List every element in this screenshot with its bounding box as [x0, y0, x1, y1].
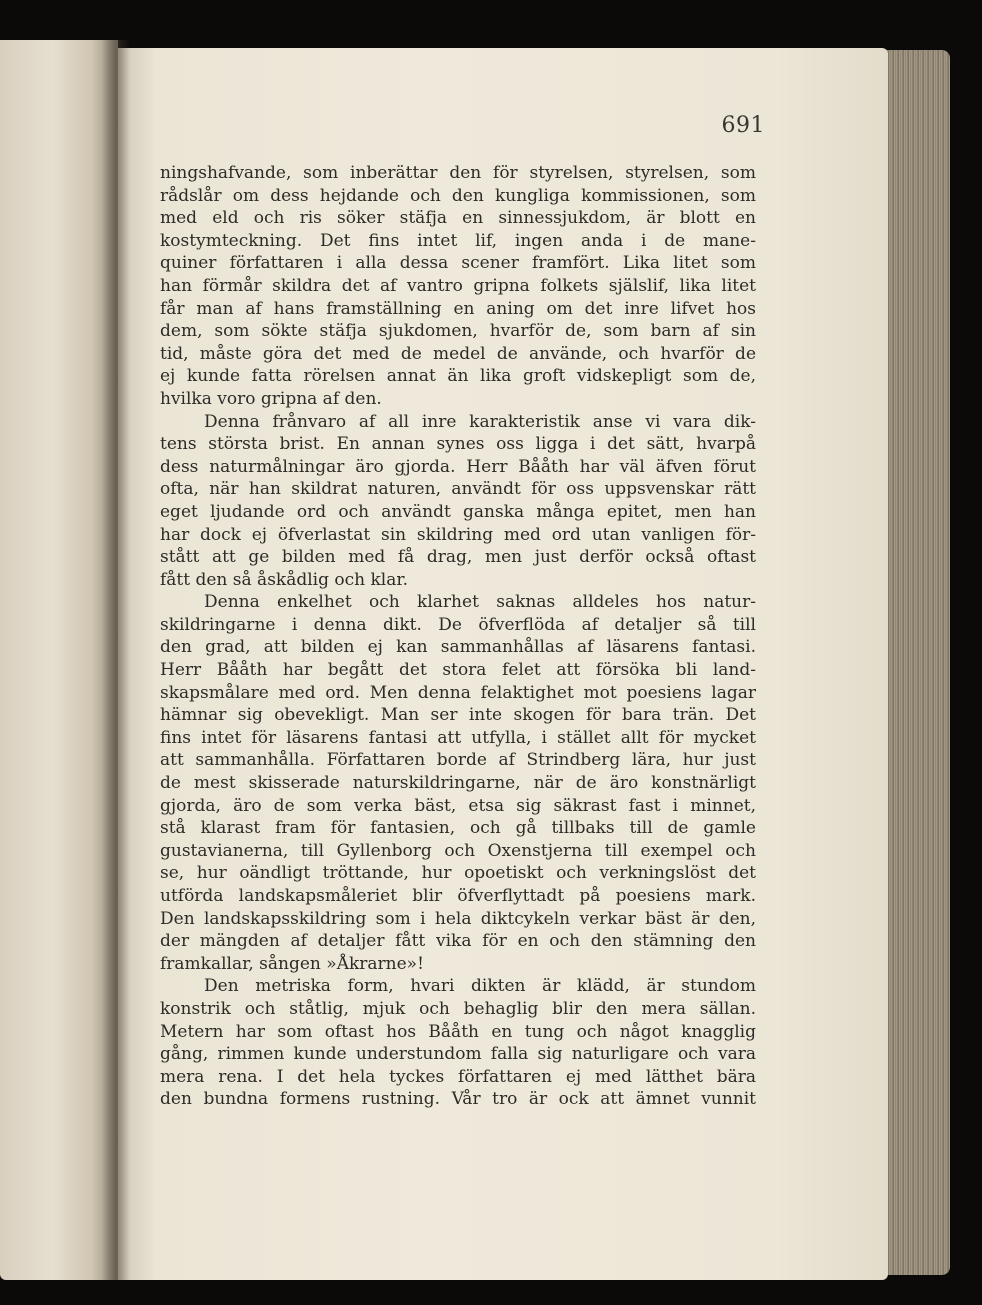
text-line: har dock ej öfverlastat sin skildring med ord utan vanligen för-	[160, 524, 756, 545]
page-block-edges	[880, 50, 950, 1275]
text-line: gjorda, äro de som verka bäst, etsa sig säkrast fast i minnet,	[160, 795, 756, 816]
text-line: Metern har som oftast hos Bååth en tung och något knagglig	[160, 1021, 756, 1042]
text-line: Denna frånvaro af all inre karakteristik anse vi vara dik-	[204, 411, 756, 432]
left-page-edge	[0, 40, 118, 1280]
text-line: de mest skisserade naturskildringarne, när de äro konstnärligt	[160, 773, 756, 794]
text-line: rådslår om dess hejdande och den kungliga kommissionen, som	[160, 185, 756, 206]
body-text	[160, 162, 756, 1111]
text-line: dem, som sökte stäfja sjukdomen, hvarför de, som barn af sin	[160, 321, 756, 342]
text-line: stå klarast fram för fantasien, och gå tillbaks till de gamle	[160, 818, 756, 839]
text-line: utförda landskapsmåleriet blir öfverflyttadt på poesiens mark.	[160, 886, 756, 906]
text-line: quiner författaren i alla dessa scener framfört. Lika litet som	[160, 253, 756, 274]
text-line: gång, rimmen kunde understundom falla sig naturligare och vara	[160, 1044, 756, 1065]
text-line: med eld och ris söker stäfja en sinnessjukdom, är blott en	[160, 208, 756, 229]
text-line: konstrik och ståtlig, mjuk och behaglig blir den mera sällan.	[160, 998, 756, 1019]
text-line: mera rena. I det hela tyckes författaren ej med lätthet bära	[160, 1066, 756, 1087]
text-line: han förmår skildra det af vantro gripna folkets själslif, lika litet	[160, 275, 756, 296]
text-line: hämnar sig obevekligt. Man ser inte skogen för bara trän. Det	[160, 705, 756, 726]
text-line: att sammanhålla. Författaren borde af Strindberg lära, hur just	[160, 750, 756, 771]
text-line: får man af hans framställning en aning om det inre lifvet hos	[160, 298, 756, 319]
text-line: gustavianerna, till Gyllenborg och Oxenstjerna till exempel och	[160, 840, 756, 861]
book-gutter	[102, 40, 130, 1280]
text-line: stått att ge bilden med få drag, men just derför också oftast	[160, 547, 756, 568]
text-line: kostymteckning. Det fins intet lif, ingen anda i de mane-	[160, 230, 756, 251]
text-line: Herr Bååth har begått det stora felet att försöka bli land-	[160, 660, 756, 681]
text-line: Den landskapsskildring som i hela diktcykeln verkar bäst är den,	[160, 908, 756, 929]
text-line: se, hur oändligt tröttande, hur opoetiskt och verkningslöst det	[160, 863, 756, 884]
text-line: skildringarne i denna dikt. De öfverflöda af detaljer så till	[160, 614, 756, 635]
text-line: dess naturmålningar äro gjorda. Herr Bååth har väl äfven förut	[160, 456, 756, 477]
text-line: ej kunde fatta rörelsen annat än lika groft vidskepligt som de,	[160, 366, 756, 387]
text-line: fins intet för läsarens fantasi att utfylla, i stället allt för mycket	[160, 727, 756, 748]
text-line: hvilka voro gripna af den.	[160, 388, 382, 409]
text-line: der mängden af detaljer fått vika för en och den stämning den	[160, 931, 756, 952]
text-line: den grad, att bilden ej kan sammanhållas af läsarens fantasi.	[160, 637, 756, 658]
text-line: ningshafvande, som inberättar den för styrelsen, styrelsen, som	[160, 163, 756, 183]
text-line: framkallar, sången »Åkrarne»!	[160, 953, 424, 974]
text-line: ofta, när han skildrat naturen, användt för oss uppsvenskar rätt	[160, 479, 756, 500]
text-line: den bundna formens rustning. Vår tro är ock att ämnet vunnit	[160, 1089, 756, 1110]
page-number: 691	[721, 113, 765, 138]
text-line: tens största brist. En annan synes oss ligga i det sätt, hvarpå	[160, 434, 756, 455]
text-line: fått den så åskådlig och klar.	[160, 569, 409, 590]
text-line: tid, måste göra det med de medel de använde, och hvarför de	[160, 343, 756, 364]
text-line: Denna enkelhet och klarhet saknas alldeles hos natur-	[204, 592, 756, 613]
text-line: skapsmålare med ord. Men denna felaktighet mot poesiens lagar	[160, 682, 756, 703]
text-line: eget ljudande ord och användt ganska många epitet, men han	[160, 501, 756, 522]
text-line: Den metriska form, hvari dikten är klädd, är stundom	[204, 976, 756, 997]
